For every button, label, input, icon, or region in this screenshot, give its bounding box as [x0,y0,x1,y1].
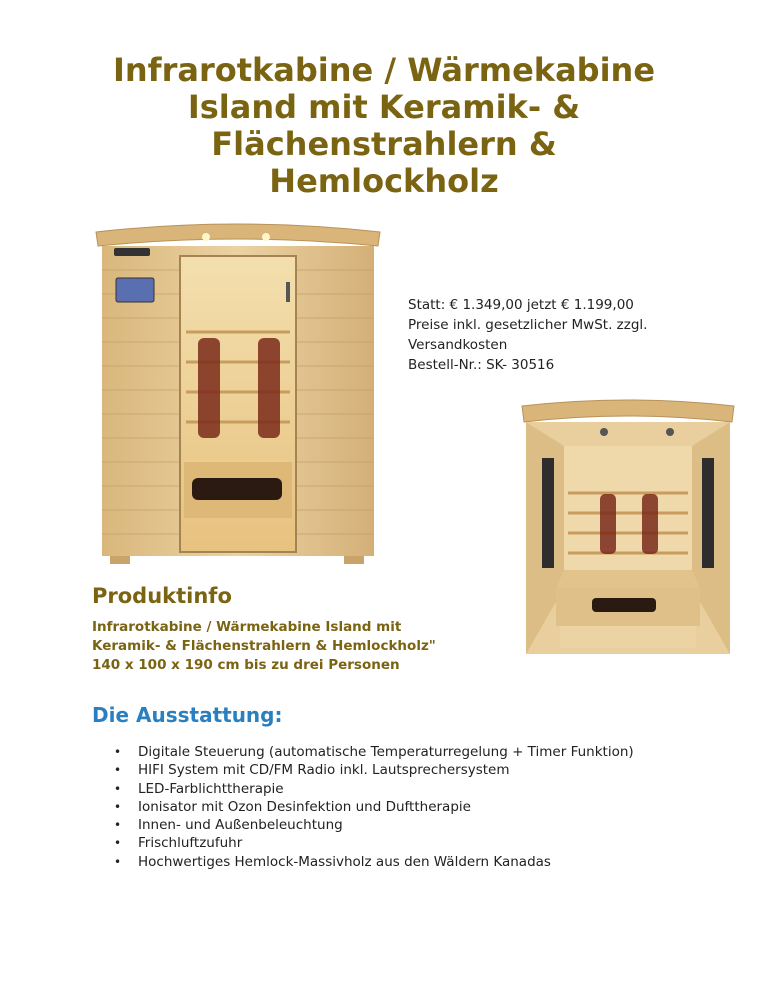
list-item: • Ionisator mit Ozon Desinfektion und Dufttherapie [92,798,634,816]
produktinfo-line: 140 x 100 x 190 cm bis zu drei Personen [92,657,400,673]
tax-note: Preise inkl. gesetzlicher MwSt. zzgl. [408,317,648,333]
title-line: Island mit Keramik- & [187,88,581,126]
list-item: • LED-Farblichttherapie [92,780,634,798]
sauna-front-image [94,222,382,566]
order-number: Bestell-Nr.: SK- 30516 [408,357,555,373]
title-line: Infrarotkabine / Wärmekabine [112,51,656,89]
shipping-note: Versandkosten [408,337,508,353]
feature-list [92,743,634,871]
title-line: Hemlockholz [269,162,499,200]
produktinfo-text [92,618,436,675]
title-line: Flächenstrahlern & [211,125,557,163]
page-title [60,52,708,200]
list-item: • Hochwertiges Hemlock-Massivholz aus den Wäldern Kanadas [92,853,634,871]
sauna-inside-image [520,398,736,662]
list-item: • Frischluftzufuhr [92,834,634,852]
list-item: • Innen- und Außenbeleuchtung [92,816,634,834]
price-block [408,295,647,375]
produktinfo-line: Infrarotkabine / Wärmekabine Island mit [92,619,402,635]
list-item: • HIFI System mit CD/FM Radio inkl. Lautsprechersystem [92,761,634,779]
produktinfo-line: Keramik- & Flächenstrahlern & Hemlockholz" [92,638,436,654]
list-item: • Digitale Steuerung (automatische Temperaturregelung + Timer Funktion) [92,743,634,761]
ausstattung-heading: Die Ausstattung: [92,703,283,727]
produktinfo-heading: Produktinfo [92,584,232,608]
price-line: Statt: € 1.349,00 jetzt € 1.199,00 [408,297,634,313]
